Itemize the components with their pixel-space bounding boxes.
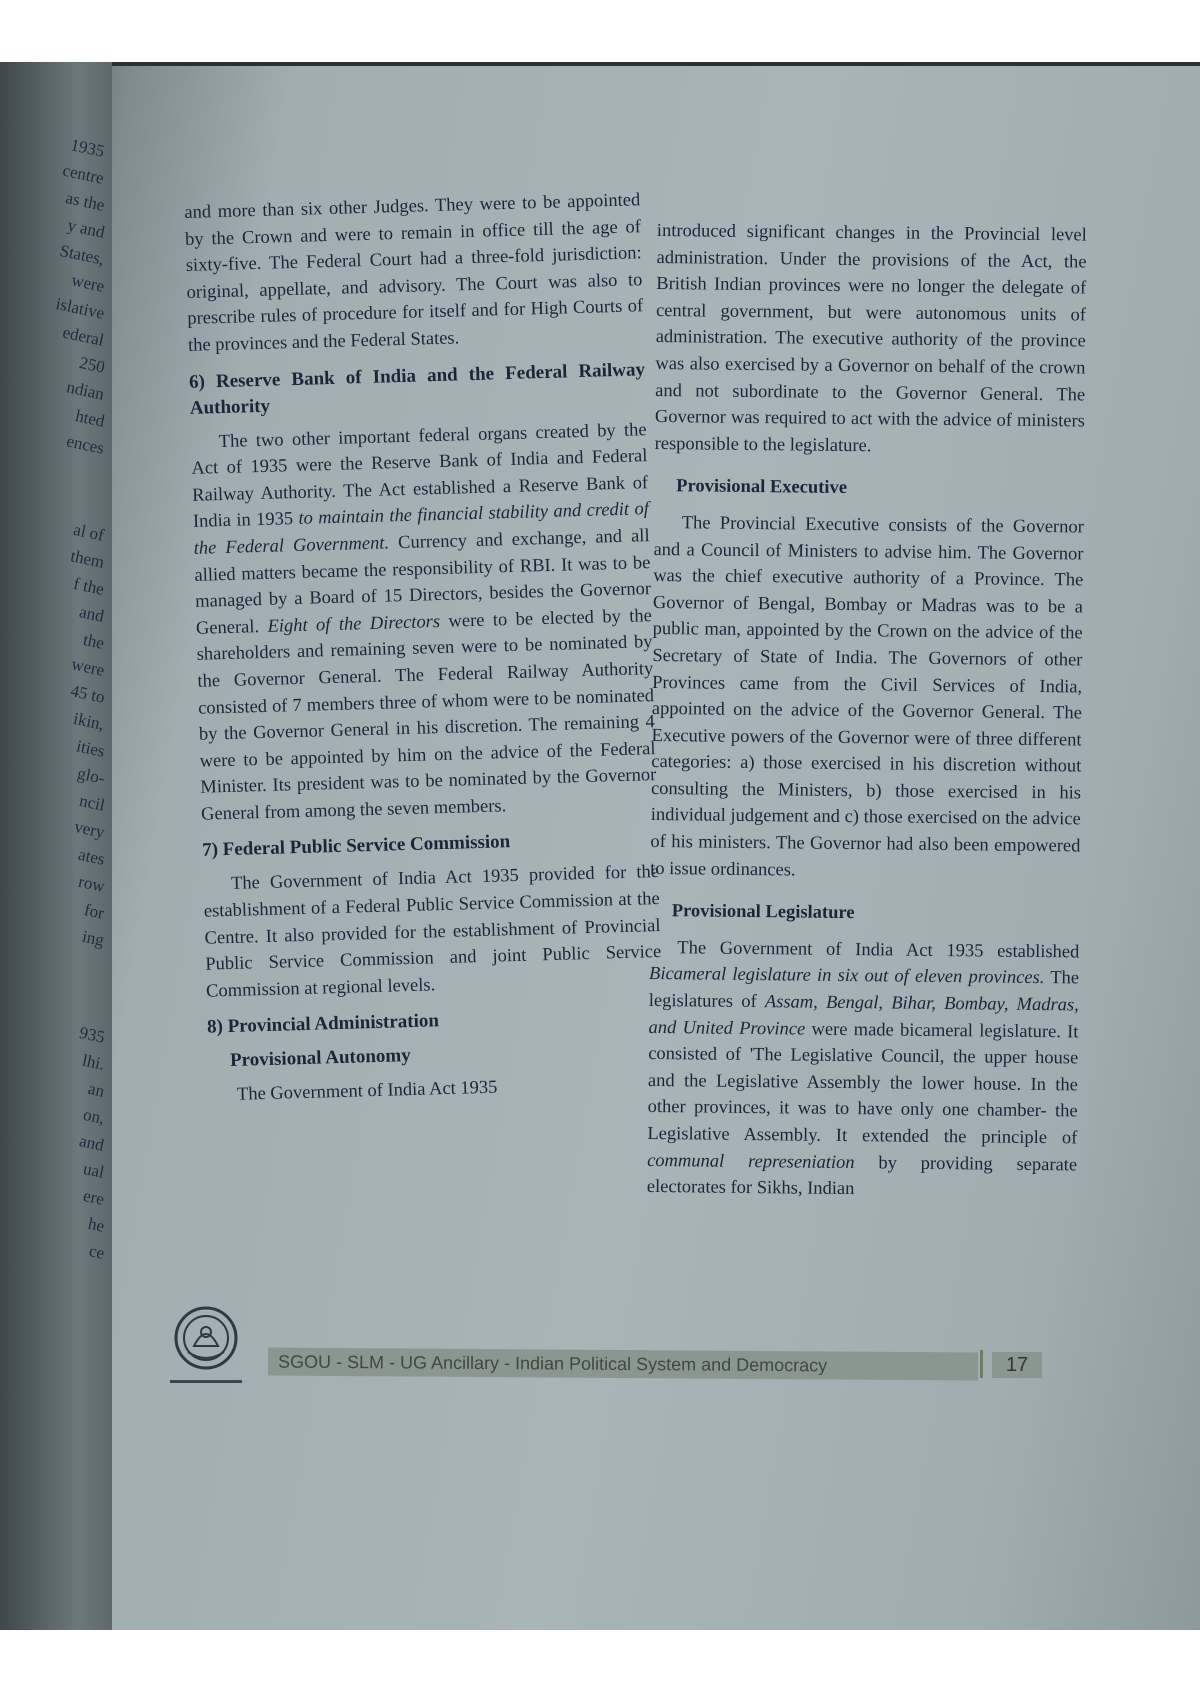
page-number: 17: [992, 1352, 1042, 1378]
prev-page-fragment: he: [86, 1213, 107, 1236]
heading-provisional-autonomy: Provisional Autonomy: [229, 1045, 411, 1072]
prev-page-fragment: ce: [87, 1241, 107, 1263]
prev-page-fragment: ndian: [65, 377, 107, 404]
prev-page-fragment: them: [68, 546, 107, 572]
prev-page-fragment: 1935: [68, 135, 107, 161]
prev-page-fragment: ikin,: [72, 708, 107, 734]
heading-reserve-bank: 6) Reserve Bank of India and the Federal Railway Authority: [188, 358, 646, 419]
prev-page-fragment: y and: [65, 215, 107, 242]
prev-page-fragment: on,: [81, 1104, 107, 1128]
previous-page-edge: [0, 62, 112, 1630]
federal-court-paragraph: and more than six other Judges. They were to be appointed by the Crown and were to remain in office till the age of sixty-five. The Federal Court had a three-fold jurisdiction: original, appellate, and advisory. The Court was also to prescribe rules of procedure for itself and for High Courts of the provinces and the Federal States.: [184, 190, 644, 356]
prev-page-fragment: ing: [80, 926, 107, 950]
footer-course-title: SGOU - SLM - UG Ancillary - Indian Political System and Democracy: [268, 1348, 978, 1381]
photo-background: [0, 62, 1200, 1630]
prev-page-fragment: for: [82, 900, 107, 923]
provincial-autonomy-paragraph: The Government of India Act 1935: [236, 1078, 498, 1106]
prev-page-fragment: the: [81, 629, 107, 653]
right-column: [647, 218, 1087, 1213]
provincial-legislature-paragraph: The Government of India Act 1935 established Bicameral legislature in six out of eleven provinces. The legislatures of Assam, Bengal, Bihar, Bombay, Madras, and United Province were made bicameral legislature. It consisted of 'The Legislative Council, the upper house and the Legislative Assembly the lower house. In the other provinces, it was to have only one chamber- the Legislative Assembly. It extended the principle of communal represeniation by providing separate electorates for Sikhs, Indian: [646, 938, 1080, 1200]
prev-page-fragment: 935: [77, 1022, 107, 1047]
prev-page-fragment: 45 to: [68, 681, 107, 707]
provincial-changes-paragraph: introduced significant changes in the Provincial level administration. Under the provisions of the Act, the British Indian provinces were no longer the delegate of central government, but were autonomous units of administration. The executive authority of the province was also exercised by a Governor on behalf of the crown and not subordinate to the Governor General. The Governor was required to act with the advice of ministers responsible to the legislature.: [654, 220, 1087, 457]
prev-page-fragment: ere: [81, 1185, 107, 1209]
prev-page-fragment: ities: [74, 736, 107, 761]
prev-page-fragment: ences: [65, 431, 107, 458]
prev-page-fragment: as the: [63, 188, 107, 215]
page-footer: [170, 1302, 1100, 1392]
prev-page-fragment: were: [69, 270, 107, 296]
document-page: [112, 62, 1200, 1630]
fpsc-paragraph: The Government of India Act 1935 provided for the establishment of a Federal Public Service Commission at the Centre. It also provided for the establishment of Provincial Public Service Commission and joint Public Service Commission at regional levels.: [203, 862, 662, 1002]
prev-page-fragment: ncil: [77, 790, 107, 815]
prev-page-fragment: very: [72, 816, 107, 842]
prev-page-fragment: lhi.: [80, 1050, 107, 1074]
prev-page-fragment: and: [78, 1131, 107, 1155]
heading-provincial-administration: 8) Provincial Administration: [206, 1010, 440, 1039]
prev-page-fragment: 250: [77, 352, 107, 377]
prev-page-fragment: ederal: [61, 322, 107, 350]
prev-page-fragment: ates: [76, 844, 107, 869]
heading-provisional-legislature: Provisional Legislature: [671, 901, 855, 924]
prev-page-fragment: centre: [61, 160, 107, 188]
heading-provisional-executive: Provisional Executive: [676, 476, 848, 499]
emblem-underline: [170, 1380, 242, 1383]
prev-page-fragment: an: [86, 1078, 107, 1101]
left-column: [184, 187, 665, 1117]
prev-page-fragment: row: [76, 871, 107, 896]
footer-separator: [980, 1350, 983, 1378]
heading-fpsc: 7) Federal Public Service Commission: [201, 831, 511, 862]
reserve-bank-paragraph: The two other important federal organs created by the Act of 1935 were the Reserve Bank of India and Federal Railway Authority. The Act established a Reserve Bank of India in 1935 to maintain the financial stability and credit of the Federal Government. Currency and exchange, and all allied matters became the responsibility of RBI. It was to be managed by a Board of 15 Directors, besides the Governor General. Eight of the Directors were to be elected by the shareholders and remaining seven were to be nominated by the Governor General. The Federal Railway Authority consisted of 7 members three of whom were to be nominated by the Governor General in his discretion. The remaining 4 were to be appointed by him on the advice of the Federal Minister. Its president was to be nominated by the Governor General from among the seven members.: [191, 419, 657, 825]
prev-page-fragment: and: [78, 602, 107, 626]
prev-page-fragment: islative: [54, 294, 107, 323]
prev-page-fragment: glo-: [75, 763, 107, 788]
prev-page-fragment: hted: [73, 406, 107, 431]
prev-page-fragment: f the: [72, 573, 107, 599]
university-emblem-icon: [170, 1302, 242, 1374]
prev-page-fragment: al of: [72, 519, 107, 545]
prev-page-fragment: States,: [58, 240, 107, 269]
provincial-executive-paragraph: The Provincial Executive consists of the Governor and a Council of Ministers to advise him. The Governor was the chief executive authority of a Province. The Governor of Bengal, Bombay or Madras was to be a public man, appointed by the Crown on the advice of the Secretary of State of India. The Governors of other Provinces came from the Civil Services of India, appointed on the advice of the Governor General. The Executive powers of the Governor were of three different categories: a) those exercised in his discretion without consulting the Ministers, b) those exercised in his individual judgement and c) those exercised on the advice of his ministers. The Governor had also been empowered to issue ordinances.: [650, 513, 1084, 881]
prev-page-fragment: were: [69, 654, 107, 680]
prev-page-fragment: ual: [81, 1158, 107, 1182]
